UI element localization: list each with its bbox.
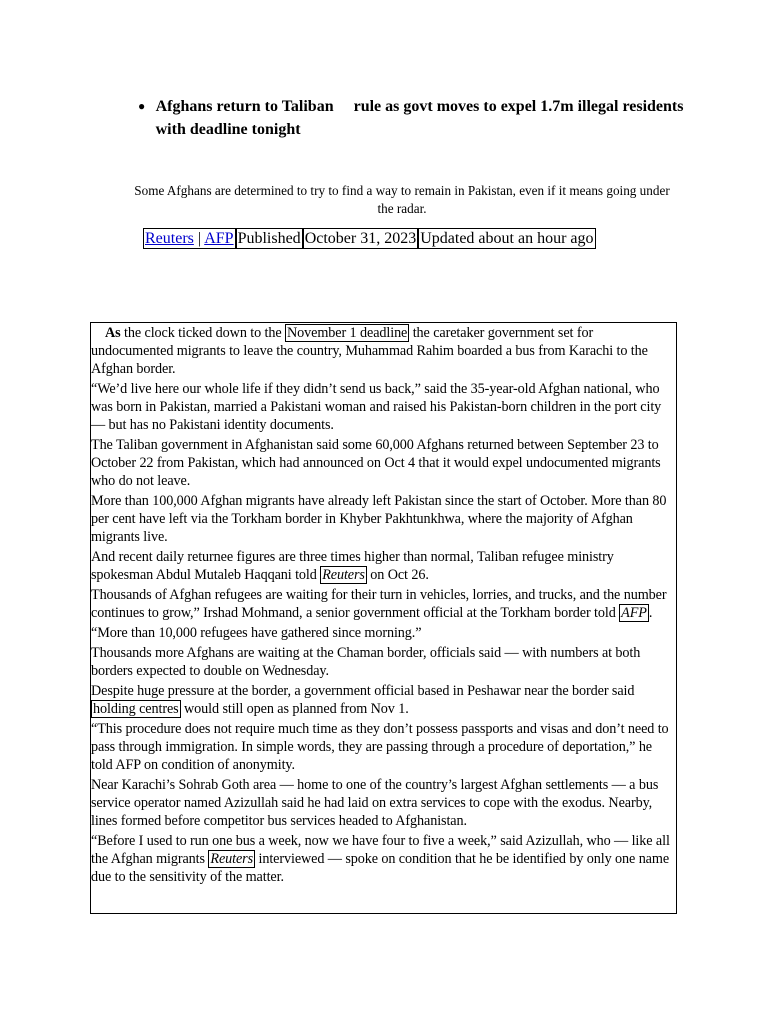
- paragraph-4: More than 100,000 Afghan migrants have already left Pakistan since the start of October. More than 80 per cent have left via the Torkham border in Khyber Pakhtunkhwa, where the majority of Afghan migrants live.: [91, 493, 667, 545]
- paragraph-2: “We’d live here our whole life if they didn’t send us back,” said the 35-year-old Afghan national, who was born in Pakistan, married a Pakistani woman and raised his Pakistan-born children in the port city — but has no Pakistani identity documents.: [91, 381, 662, 433]
- paragraph-1: [91, 324, 676, 378]
- published-label: Published: [237, 230, 301, 247]
- bullet-icon: ●: [138, 99, 146, 113]
- paragraph-text: interviewed — spoke on condition that he be identified by only one name due to the sensitivity of the matter.: [91, 851, 670, 885]
- source-afp: AFP: [621, 605, 647, 621]
- paragraph-text: Thousands of Afghan refugees are waiting for their turn in vehicles, lorries, and trucks, and the number continues to grow,” Irshad Mohmand, a senior government official at the Torkham border told: [91, 587, 667, 621]
- lead-word: As: [105, 325, 121, 341]
- source-reuters: Reuters: [210, 851, 254, 867]
- headline: [138, 95, 698, 141]
- paragraph-9: [91, 682, 676, 718]
- subtitle: Some Afghans are determined to try to find a way to remain in Pakistan, even if it means going under the radar.: [134, 183, 670, 216]
- deadline-link[interactable]: November 1 deadline: [287, 325, 408, 341]
- headline-text: Afghans return to Taliban rule as govt moves to expel 1.7m illegal residents with deadline tonight: [155, 98, 688, 138]
- byline: [143, 228, 596, 249]
- paragraph-6: [91, 586, 676, 622]
- paragraph-3: The Taliban government in Afghanistan said some 60,000 Afghans returned between September 23 to October 22 from Pakistan, which had announced on Oct 4 that it would expel undocumented migrants who do not leave.: [91, 437, 661, 489]
- source-link-afp[interactable]: AFP: [204, 230, 234, 247]
- paragraph-text: Despite huge pressure at the border, a government official based in Peshawar near the border said: [91, 683, 635, 699]
- byline-separator: |: [197, 230, 202, 247]
- paragraph-text: And recent daily returnee figures are three times higher than normal, Taliban refugee ministry spokesman Abdul Mutaleb Haqqani told: [91, 549, 614, 583]
- paragraph-8: Thousands more Afghans are waiting at the Chaman border, officials said — with numbers at both borders expected to double on Wednesday.: [91, 645, 641, 679]
- updated-time: Updated about an hour ago: [420, 230, 594, 247]
- paragraph-7: “More than 10,000 refugees have gathered since morning.”: [91, 625, 422, 641]
- paragraph-text: on Oct 26.: [366, 567, 429, 583]
- source-link-reuters[interactable]: Reuters: [145, 230, 194, 247]
- byline-sources: [143, 228, 236, 249]
- paragraph-12: [91, 832, 676, 886]
- paragraph-text: “Before I used to run one bus a week, now we have four to five a week,” said Azizullah, who — like all the Afghan migrants: [91, 833, 670, 867]
- paragraph-text: would still open as planned from Nov 1.: [180, 701, 409, 717]
- paragraph-text: .: [648, 605, 653, 621]
- paragraph-5: [91, 548, 676, 584]
- article-body: [90, 322, 677, 914]
- paragraph-10: “This procedure does not require much time as they don’t possess passports and visas and don’t need to pass through immigration. In simple words, they are passing through a procedure of deportation,” he told AFP on condition of anonymity.: [91, 721, 669, 773]
- paragraph-text: the clock ticked down to the: [120, 325, 286, 341]
- paragraph-11: Near Karachi’s Sohrab Goth area — home to one of the country’s largest Afghan settlements — a bus service operator named Azizullah said he had laid on extra services to cope with the exodus. Nearby, lines formed before competitor bus services headed to Afghanistan.: [91, 777, 659, 829]
- holding-centres-link[interactable]: holding centres: [93, 701, 179, 717]
- source-reuters: Reuters: [322, 567, 365, 583]
- paragraph-text: the caretaker government set for undocumented migrants to leave the country, Muhammad Rahim boarded a bus from Karachi to the Afghan border.: [91, 325, 648, 377]
- published-date: October 31, 2023: [304, 230, 417, 247]
